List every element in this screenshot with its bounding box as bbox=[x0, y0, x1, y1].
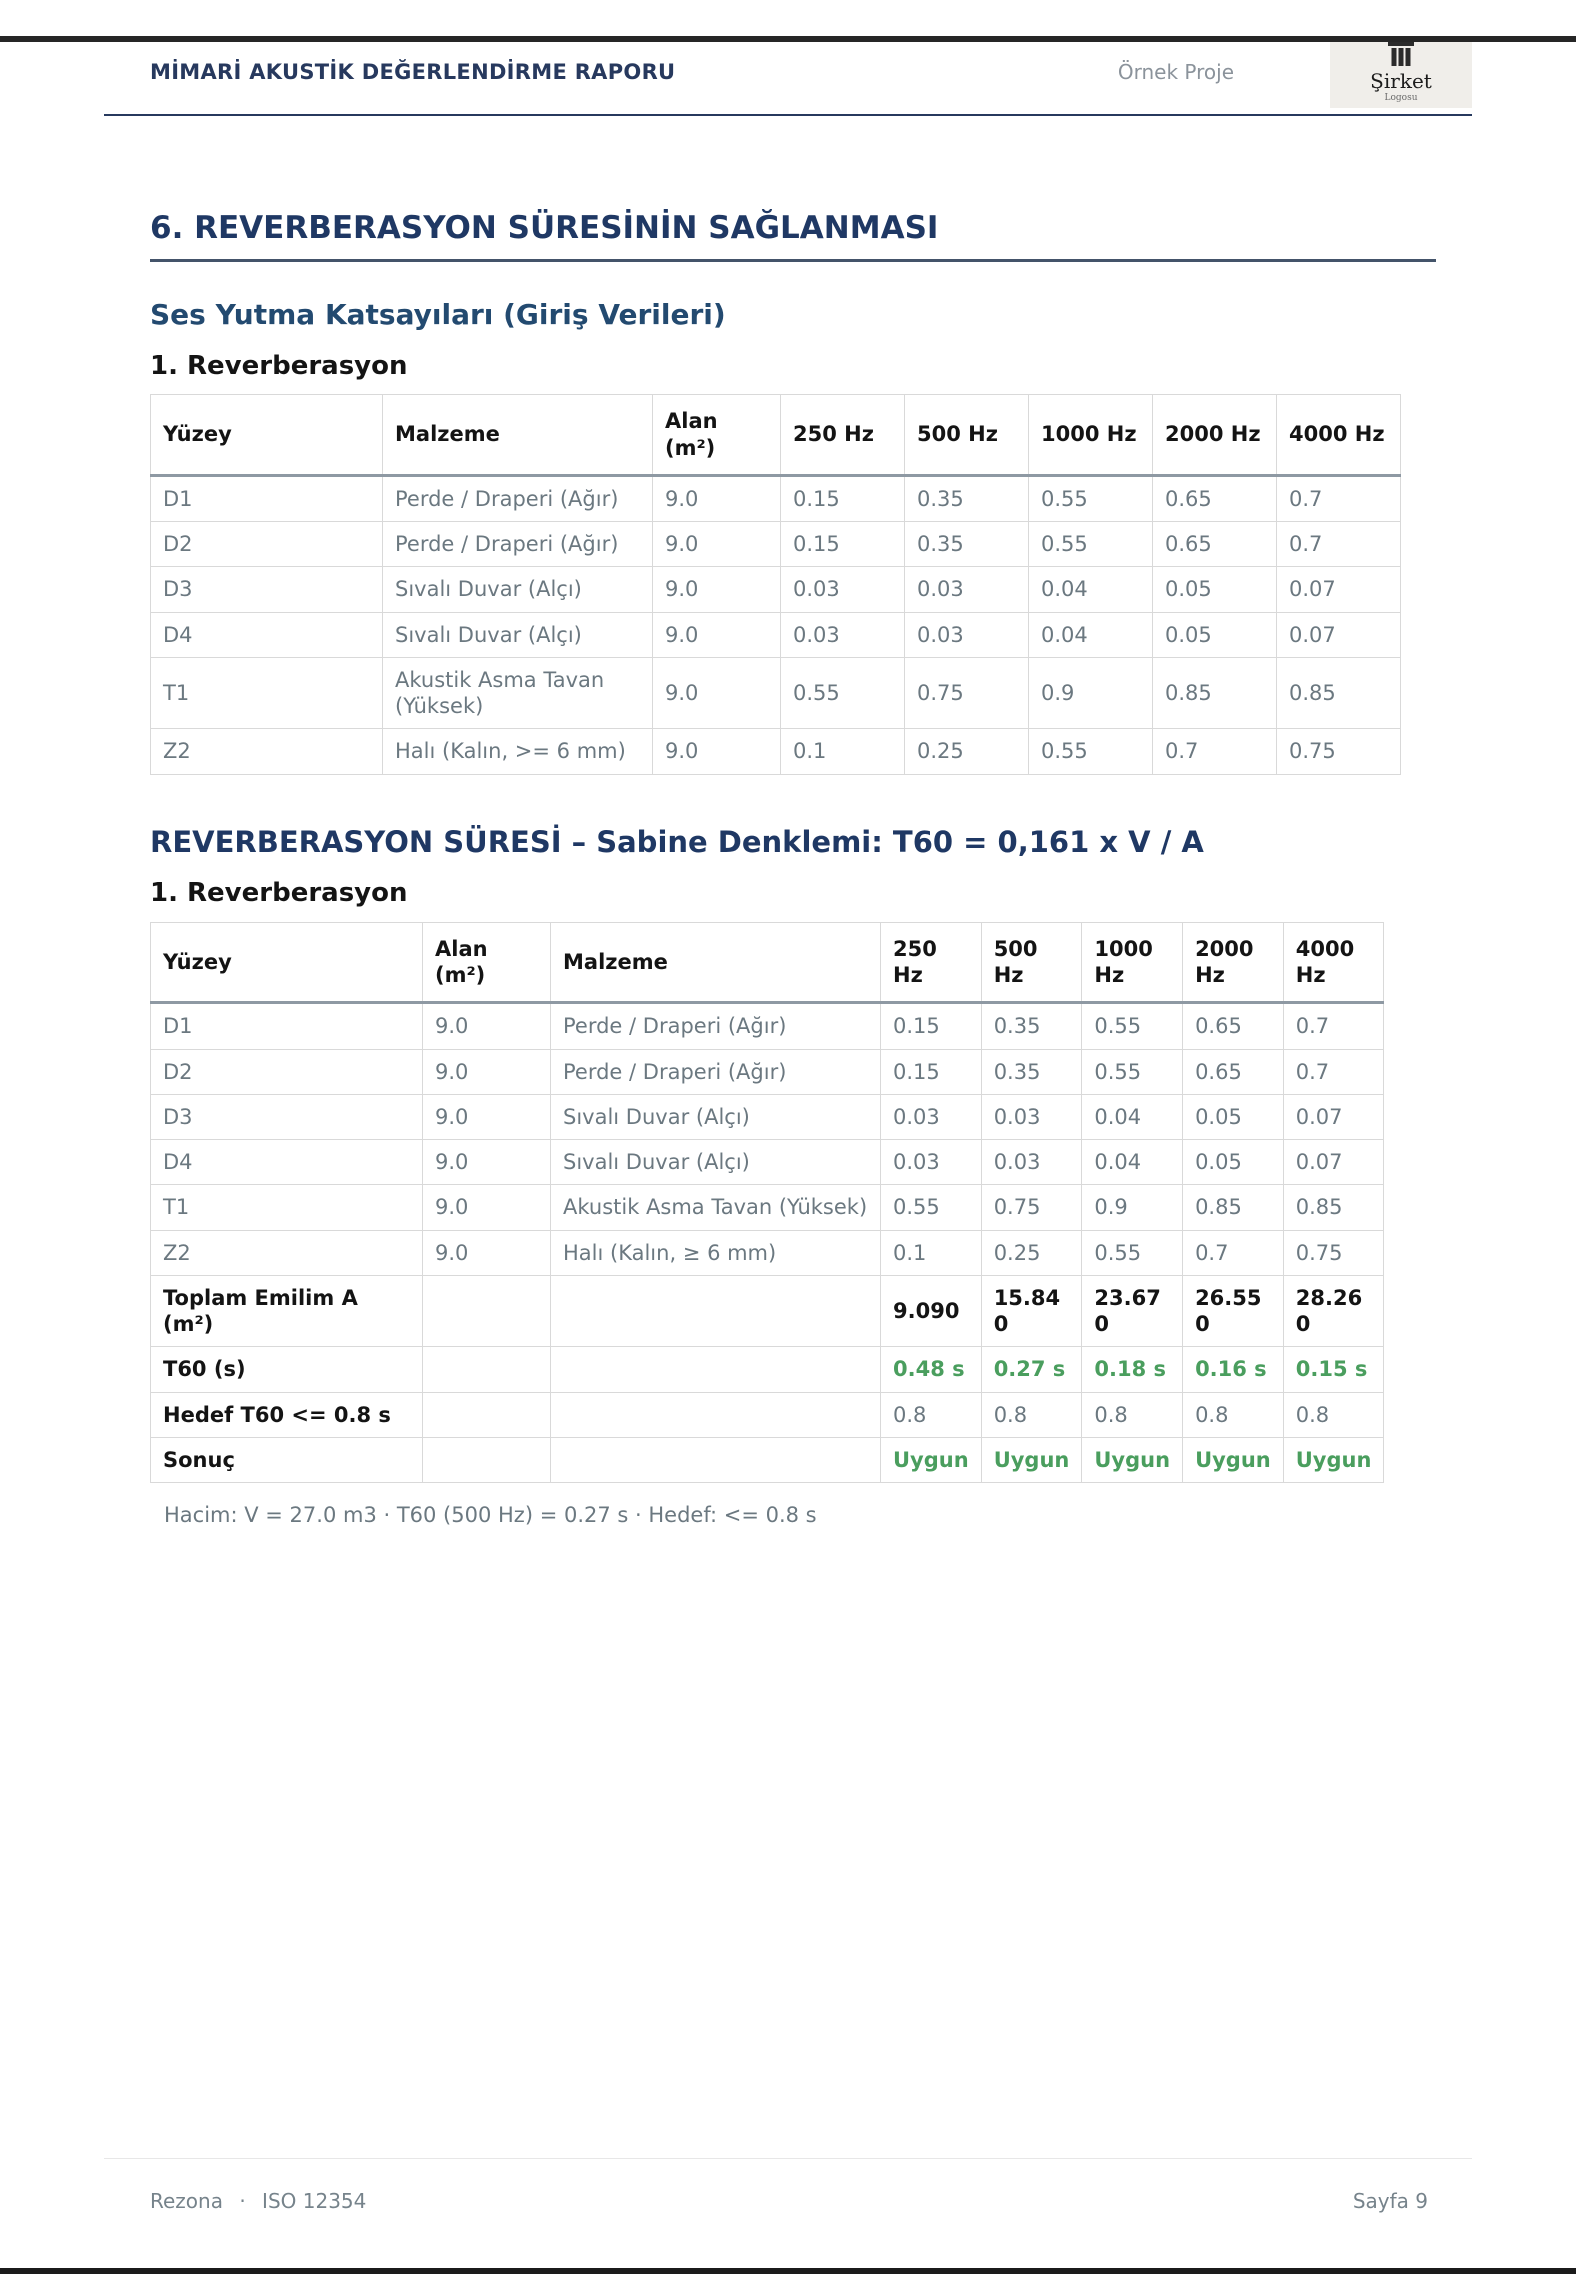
page-number: Sayfa 9 bbox=[1352, 2189, 1428, 2213]
logo-name: Şirket bbox=[1370, 68, 1432, 93]
greek-column-icon bbox=[1386, 42, 1416, 70]
total-absorption-label: Toplam Emilim A (m²) bbox=[151, 1275, 423, 1347]
top-edge-bar bbox=[0, 36, 1576, 42]
table-row bbox=[151, 1185, 1384, 1230]
coef-cell: 0.1 bbox=[881, 1230, 982, 1275]
total-absorption-row bbox=[151, 1275, 1384, 1347]
coef-cell: 0.03 bbox=[781, 612, 905, 657]
total-value-cell: 9.090 bbox=[881, 1275, 982, 1347]
surface-id-cell: Z2 bbox=[151, 1230, 423, 1275]
coef-cell: 0.07 bbox=[1277, 567, 1401, 612]
column-header-250hz: 250 Hz bbox=[881, 922, 982, 1003]
coef-cell: 0.05 bbox=[1153, 612, 1277, 657]
coef-cell: 0.7 bbox=[1183, 1230, 1284, 1275]
report-title: MİMARİ AKUSTİK DEĞERLENDİRME RAPORU bbox=[150, 60, 676, 84]
coef-cell: 0.85 bbox=[1183, 1185, 1284, 1230]
table-row bbox=[151, 567, 1401, 612]
coef-cell: 0.55 bbox=[881, 1185, 982, 1230]
target-value-cell: 0.8 bbox=[881, 1392, 982, 1437]
material-cell: Akustik Asma Tavan (Yüksek) bbox=[383, 657, 653, 729]
bottom-edge-bar bbox=[0, 2268, 1576, 2274]
coef-cell: 0.25 bbox=[981, 1230, 1082, 1275]
coef-cell: 0.65 bbox=[1183, 1003, 1284, 1049]
empty-cell bbox=[551, 1392, 881, 1437]
company-logo bbox=[1330, 36, 1472, 108]
coef-cell: 0.9 bbox=[1082, 1185, 1183, 1230]
target-value-cell: 0.8 bbox=[1183, 1392, 1284, 1437]
surface-id-cell: T1 bbox=[151, 1185, 423, 1230]
surface-id-cell: D2 bbox=[151, 522, 383, 567]
area-cell: 9.0 bbox=[423, 1230, 551, 1275]
coef-cell: 0.35 bbox=[905, 475, 1029, 521]
column-header-500hz: 500 Hz bbox=[981, 922, 1082, 1003]
column-header-yuzey: Yüzey bbox=[151, 922, 423, 1003]
area-cell: 9.0 bbox=[653, 729, 781, 774]
area-cell: 9.0 bbox=[653, 657, 781, 729]
area-cell: 9.0 bbox=[423, 1003, 551, 1049]
coef-cell: 0.07 bbox=[1277, 612, 1401, 657]
coef-cell: 0.15 bbox=[781, 475, 905, 521]
coef-cell: 0.03 bbox=[781, 567, 905, 612]
project-name: Örnek Proje bbox=[1117, 60, 1234, 84]
coef-cell: 0.7 bbox=[1277, 475, 1401, 521]
table-header-row bbox=[151, 922, 1384, 1003]
coef-cell: 0.55 bbox=[1082, 1049, 1183, 1094]
coef-cell: 0.05 bbox=[1183, 1094, 1284, 1139]
coef-cell: 0.07 bbox=[1283, 1094, 1384, 1139]
t60-value-cell: 0.48 s bbox=[881, 1347, 982, 1392]
coef-cell: 0.7 bbox=[1283, 1049, 1384, 1094]
table-row bbox=[151, 1049, 1384, 1094]
report-header bbox=[104, 36, 1472, 108]
coef-cell: 0.55 bbox=[1082, 1230, 1183, 1275]
coef-cell: 0.35 bbox=[981, 1003, 1082, 1049]
column-header-yuzey: Yüzey bbox=[151, 395, 383, 476]
empty-cell bbox=[423, 1392, 551, 1437]
target-value-cell: 0.8 bbox=[1283, 1392, 1384, 1437]
coef-cell: 0.65 bbox=[1153, 475, 1277, 521]
surface-id-cell: D2 bbox=[151, 1049, 423, 1094]
t60-value-cell: 0.18 s bbox=[1082, 1347, 1183, 1392]
material-cell: Sıvalı Duvar (Alçı) bbox=[383, 612, 653, 657]
coef-cell: 0.03 bbox=[881, 1140, 982, 1185]
t60-row bbox=[151, 1347, 1384, 1392]
area-cell: 9.0 bbox=[653, 612, 781, 657]
column-header-2000hz: 2000 Hz bbox=[1153, 395, 1277, 476]
coef-cell: 0.15 bbox=[881, 1003, 982, 1049]
area-cell: 9.0 bbox=[423, 1185, 551, 1230]
t60-value-cell: 0.15 s bbox=[1283, 1347, 1384, 1392]
coef-cell: 0.7 bbox=[1153, 729, 1277, 774]
table-row bbox=[151, 1094, 1384, 1139]
material-cell: Akustik Asma Tavan (Yüksek) bbox=[551, 1185, 881, 1230]
target-row bbox=[151, 1392, 1384, 1437]
footer-brand-standard bbox=[150, 2189, 366, 2213]
table-row bbox=[151, 1230, 1384, 1275]
surface-id-cell: D3 bbox=[151, 1094, 423, 1139]
reverberation-time-table bbox=[150, 922, 1384, 1483]
area-cell: 9.0 bbox=[653, 567, 781, 612]
material-cell: Perde / Draperi (Ağır) bbox=[383, 522, 653, 567]
total-value-cell: 26.550 bbox=[1183, 1275, 1284, 1347]
footer-brand: Rezona bbox=[150, 2189, 223, 2213]
empty-cell bbox=[423, 1275, 551, 1347]
coef-cell: 0.15 bbox=[781, 522, 905, 567]
column-header-malzeme: Malzeme bbox=[383, 395, 653, 476]
surface-id-cell: Z2 bbox=[151, 729, 383, 774]
material-cell: Sıvalı Duvar (Alçı) bbox=[551, 1140, 881, 1185]
table-row bbox=[151, 475, 1401, 521]
result-status-cell: Uygun bbox=[881, 1437, 982, 1482]
area-cell: 9.0 bbox=[423, 1140, 551, 1185]
coef-cell: 0.03 bbox=[981, 1140, 1082, 1185]
result-status-cell: Uygun bbox=[981, 1437, 1082, 1482]
input-data-subtitle: Ses Yutma Katsayıları (Giriş Verileri) bbox=[150, 298, 726, 332]
surface-id-cell: T1 bbox=[151, 657, 383, 729]
coef-cell: 0.1 bbox=[781, 729, 905, 774]
table-row bbox=[151, 657, 1401, 729]
coef-cell: 0.35 bbox=[981, 1049, 1082, 1094]
coef-cell: 0.75 bbox=[1277, 729, 1401, 774]
table-row bbox=[151, 522, 1401, 567]
footer-standard: ISO 12354 bbox=[262, 2189, 367, 2213]
coef-cell: 0.05 bbox=[1183, 1140, 1284, 1185]
material-cell: Perde / Draperi (Ağır) bbox=[383, 475, 653, 521]
empty-cell bbox=[423, 1437, 551, 1482]
result-label: Sonuç bbox=[151, 1437, 423, 1482]
page-content bbox=[150, 210, 1450, 1527]
table2-heading: 1. Reverberasyon bbox=[150, 878, 408, 909]
column-header-1000hz: 1000 Hz bbox=[1082, 922, 1183, 1003]
empty-cell bbox=[551, 1275, 881, 1347]
result-row bbox=[151, 1437, 1384, 1482]
result-status-cell: Uygun bbox=[1183, 1437, 1284, 1482]
column-header-500hz: 500 Hz bbox=[905, 395, 1029, 476]
coef-cell: 0.55 bbox=[781, 657, 905, 729]
column-header-malzeme: Malzeme bbox=[551, 922, 881, 1003]
column-header-2000hz: 2000 Hz bbox=[1183, 922, 1284, 1003]
area-cell: 9.0 bbox=[653, 475, 781, 521]
area-cell: 9.0 bbox=[423, 1094, 551, 1139]
target-value-cell: 0.8 bbox=[1082, 1392, 1183, 1437]
coef-cell: 0.03 bbox=[981, 1094, 1082, 1139]
coef-cell: 0.65 bbox=[1183, 1049, 1284, 1094]
coef-cell: 0.7 bbox=[1283, 1003, 1384, 1049]
t60-value-cell: 0.27 s bbox=[981, 1347, 1082, 1392]
empty-cell bbox=[423, 1347, 551, 1392]
column-header-alan: Alan (m²) bbox=[423, 922, 551, 1003]
header-divider bbox=[104, 114, 1472, 116]
coef-cell: 0.03 bbox=[881, 1094, 982, 1139]
column-header-4000hz: 4000 Hz bbox=[1277, 395, 1401, 476]
column-header-250hz: 250 Hz bbox=[781, 395, 905, 476]
coef-cell: 0.05 bbox=[1153, 567, 1277, 612]
area-cell: 9.0 bbox=[653, 522, 781, 567]
coef-cell: 0.55 bbox=[1029, 729, 1153, 774]
header-right bbox=[1118, 36, 1472, 108]
material-cell: Halı (Kalın, ≥ 6 mm) bbox=[551, 1230, 881, 1275]
coef-cell: 0.75 bbox=[905, 657, 1029, 729]
logo-subtext: Logosu bbox=[1384, 92, 1418, 103]
material-cell: Halı (Kalın, >= 6 mm) bbox=[383, 729, 653, 774]
volume-note: Hacim: V = 27.0 m3 · T60 (500 Hz) = 0.27 s · Hedef: <= 0.8 s bbox=[164, 1503, 817, 1528]
coef-cell: 0.15 bbox=[881, 1049, 982, 1094]
table-row bbox=[151, 1003, 1384, 1049]
coef-cell: 0.7 bbox=[1277, 522, 1401, 567]
result-status-cell: Uygun bbox=[1283, 1437, 1384, 1482]
coef-cell: 0.85 bbox=[1153, 657, 1277, 729]
coef-cell: 0.04 bbox=[1082, 1140, 1183, 1185]
table-header-row bbox=[151, 395, 1401, 476]
coef-cell: 0.75 bbox=[1283, 1230, 1384, 1275]
material-cell: Sıvalı Duvar (Alçı) bbox=[551, 1094, 881, 1139]
empty-cell bbox=[551, 1437, 881, 1482]
coef-cell: 0.55 bbox=[1029, 475, 1153, 521]
coef-cell: 0.75 bbox=[981, 1185, 1082, 1230]
t60-label: T60 (s) bbox=[151, 1347, 423, 1392]
target-value-cell: 0.8 bbox=[981, 1392, 1082, 1437]
table-row bbox=[151, 729, 1401, 774]
page-footer bbox=[104, 2158, 1472, 2213]
total-value-cell: 28.260 bbox=[1283, 1275, 1384, 1347]
area-cell: 9.0 bbox=[423, 1049, 551, 1094]
coef-cell: 0.04 bbox=[1029, 567, 1153, 612]
coef-cell: 0.03 bbox=[905, 612, 1029, 657]
total-value-cell: 23.670 bbox=[1082, 1275, 1183, 1347]
footer-separator: · bbox=[239, 2189, 246, 2213]
material-cell: Perde / Draperi (Ağır) bbox=[551, 1003, 881, 1049]
material-cell: Sıvalı Duvar (Alçı) bbox=[383, 567, 653, 612]
coef-cell: 0.25 bbox=[905, 729, 1029, 774]
surface-id-cell: D4 bbox=[151, 612, 383, 657]
sabine-section-title: REVERBERASYON SÜRESİ – Sabine Denklemi: T60 = 0,161 x V / A bbox=[150, 824, 1204, 859]
column-header-4000hz: 4000 Hz bbox=[1283, 922, 1384, 1003]
absorption-coefficients-table bbox=[150, 394, 1401, 774]
coef-cell: 0.04 bbox=[1082, 1094, 1183, 1139]
table1-heading: 1. Reverberasyon bbox=[150, 350, 408, 381]
column-header-1000hz: 1000 Hz bbox=[1029, 395, 1153, 476]
coef-cell: 0.85 bbox=[1283, 1185, 1384, 1230]
result-status-cell: Uygun bbox=[1082, 1437, 1183, 1482]
surface-id-cell: D1 bbox=[151, 475, 383, 521]
coef-cell: 0.03 bbox=[905, 567, 1029, 612]
coef-cell: 0.55 bbox=[1029, 522, 1153, 567]
surface-id-cell: D3 bbox=[151, 567, 383, 612]
surface-id-cell: D4 bbox=[151, 1140, 423, 1185]
target-label: Hedef T60 <= 0.8 s bbox=[151, 1392, 423, 1437]
column-header-alan: Alan (m²) bbox=[653, 395, 781, 476]
coef-cell: 0.35 bbox=[905, 522, 1029, 567]
report-page bbox=[0, 36, 1576, 2274]
t60-value-cell: 0.16 s bbox=[1183, 1347, 1284, 1392]
material-cell: Perde / Draperi (Ağır) bbox=[551, 1049, 881, 1094]
empty-cell bbox=[551, 1347, 881, 1392]
table-row bbox=[151, 612, 1401, 657]
section-title: 6. REVERBERASYON SÜRESİNİN SAĞLANMASI bbox=[150, 210, 939, 246]
coef-cell: 0.85 bbox=[1277, 657, 1401, 729]
section-divider bbox=[150, 259, 1436, 262]
coef-cell: 0.65 bbox=[1153, 522, 1277, 567]
surface-id-cell: D1 bbox=[151, 1003, 423, 1049]
table-row bbox=[151, 1140, 1384, 1185]
coef-cell: 0.07 bbox=[1283, 1140, 1384, 1185]
total-value-cell: 15.840 bbox=[981, 1275, 1082, 1347]
coef-cell: 0.55 bbox=[1082, 1003, 1183, 1049]
coef-cell: 0.9 bbox=[1029, 657, 1153, 729]
coef-cell: 0.04 bbox=[1029, 612, 1153, 657]
